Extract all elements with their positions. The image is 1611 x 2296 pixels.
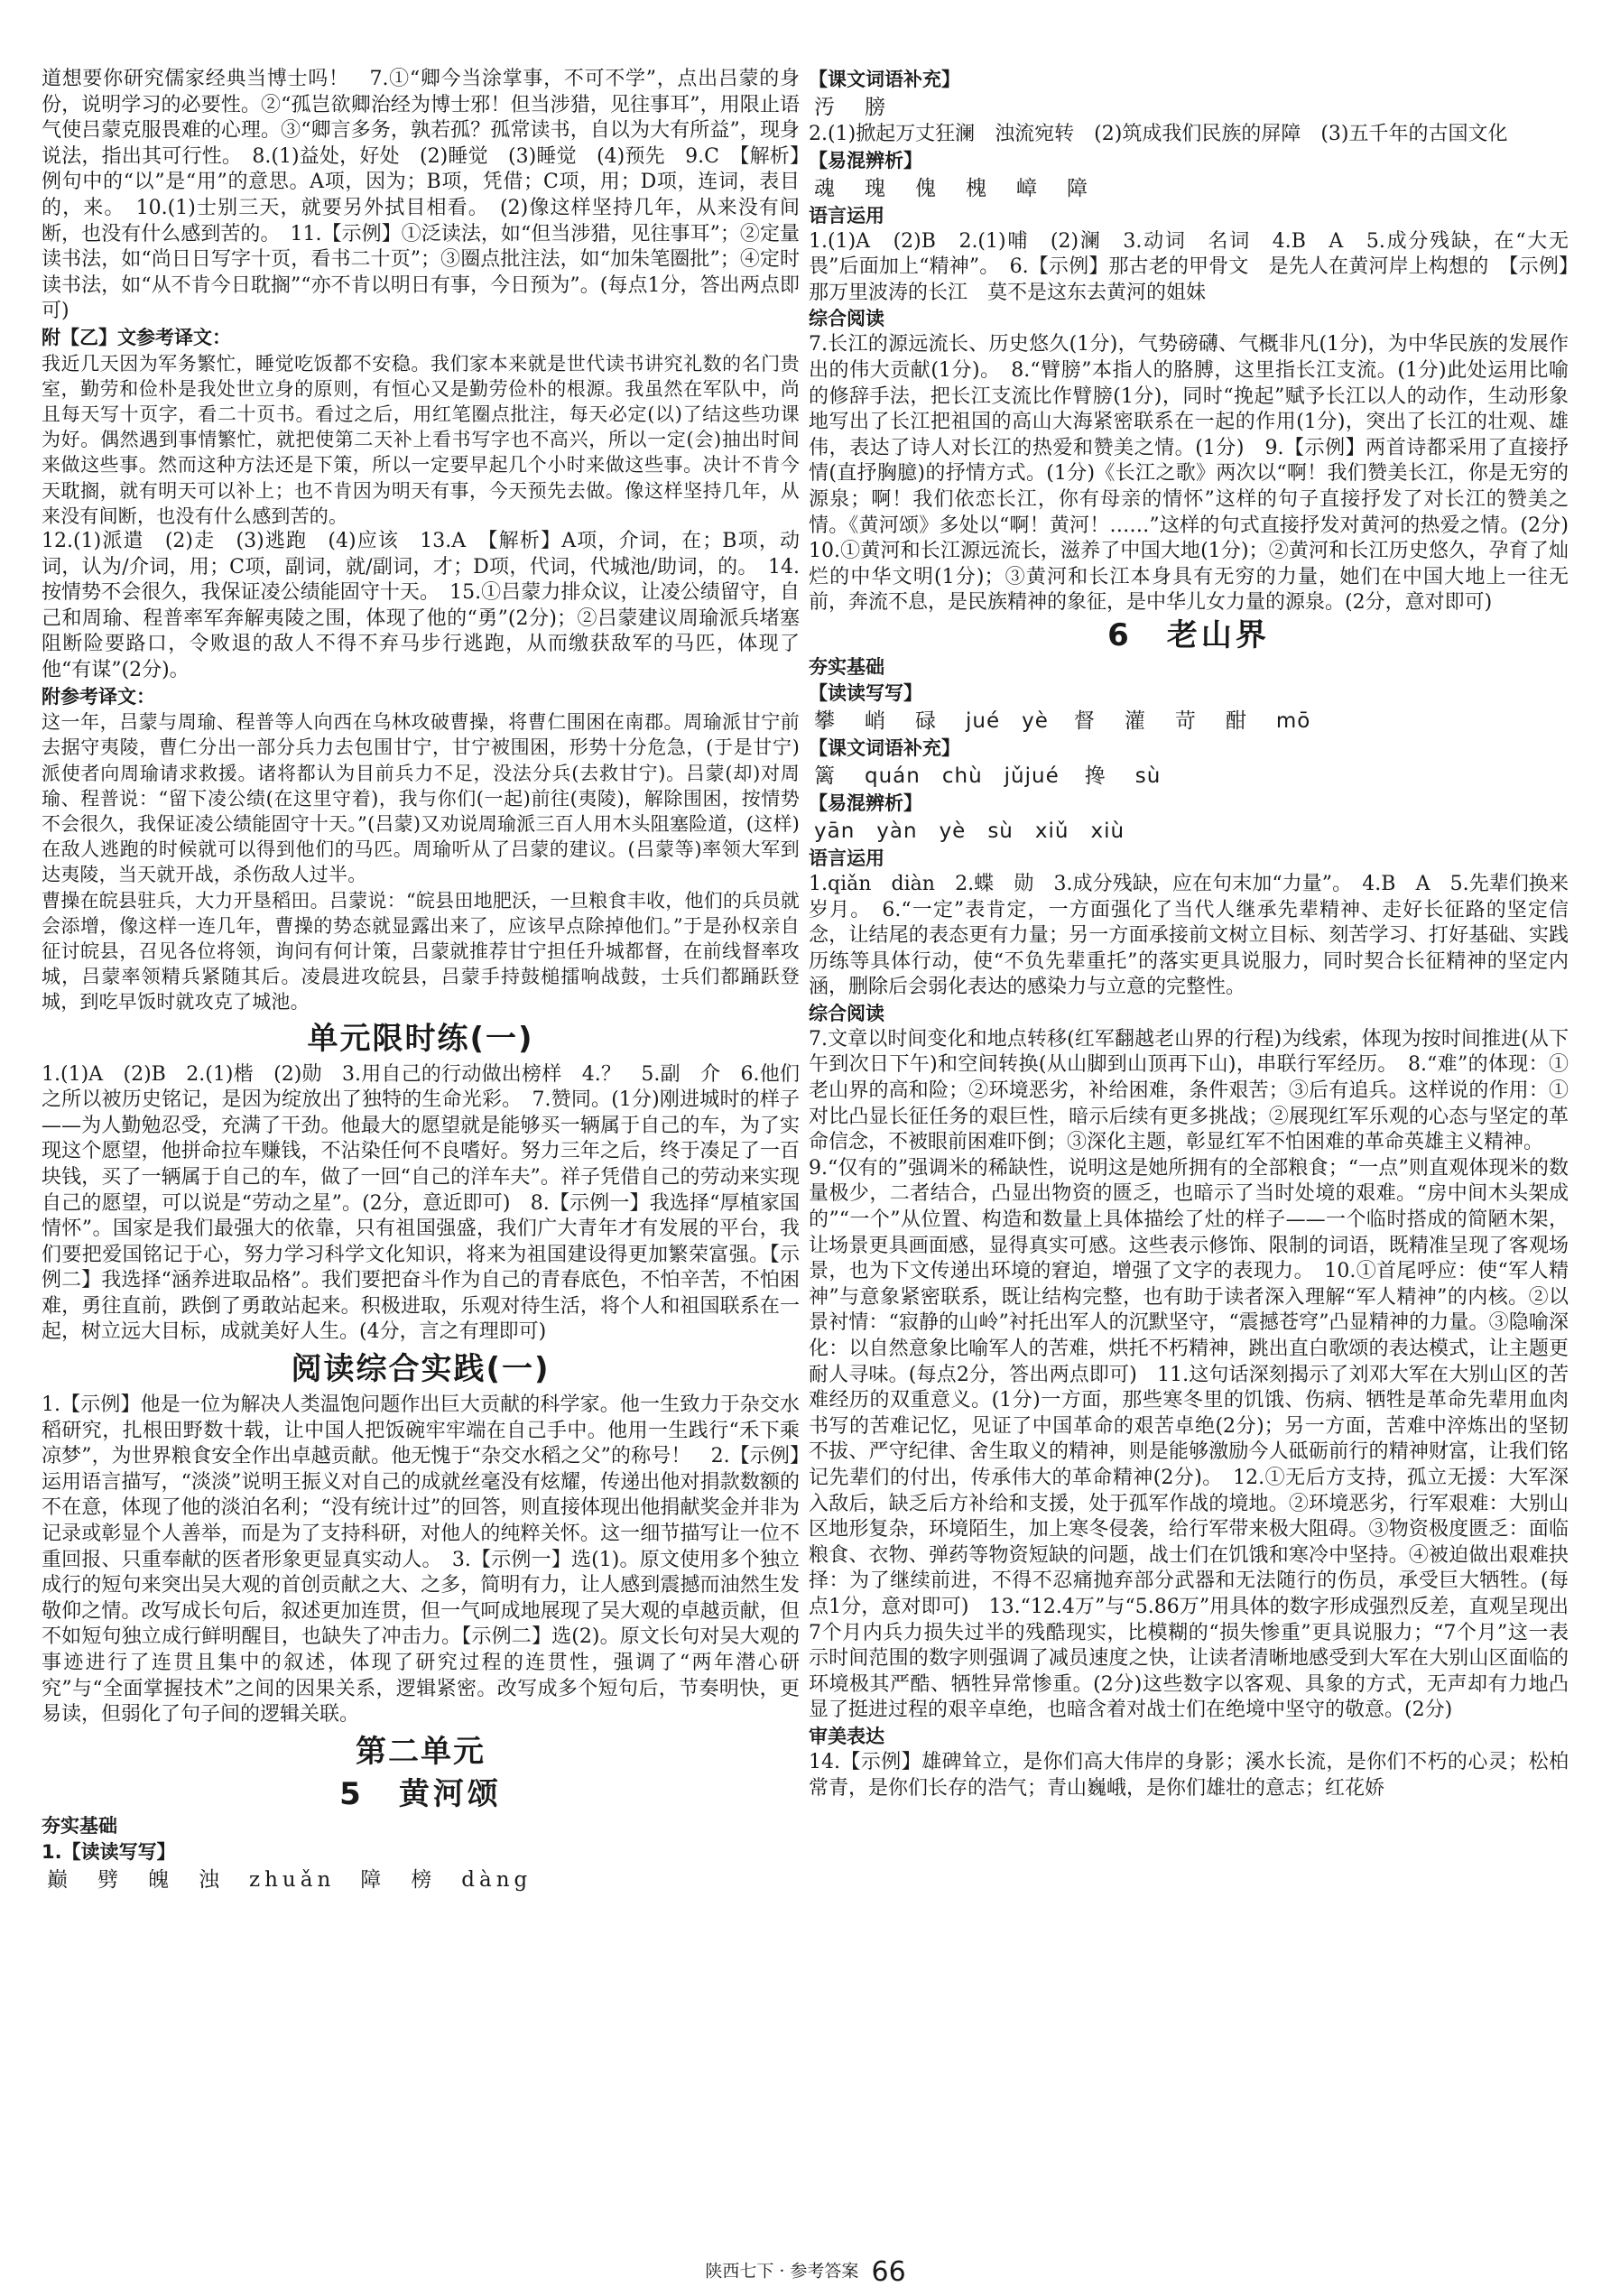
read-write-words: 巅 劈 魄 浊 zhuǎn 障 榜 dàng	[47, 1867, 532, 1892]
right-column	[809, 67, 1589, 1801]
confusable-pinyin-six: yān yàn yè sù xiǔ xiù	[814, 819, 1125, 843]
translation-text-b: 曹操在皖县驻兵，大力开垦稻田。吕蒙说：“皖县田地肥沃，一旦粮食丰收，他们的兵员就会添增，像这样一连几年，曹操的势态就显露出来了，应该早点除掉他们。”于是孙权亲自征讨皖县，召见各位将领，询问有何计策，吕蒙就推荐甘宁担任升城都督，在前线督率攻城，吕蒙率领精兵紧随其后。凌晨进攻皖县，吕蒙手持鼓槌擂响战鼓，士兵们都踊跃登城，到吃早饭时就攻克了城池。	[42, 889, 800, 1014]
unit-two-title: 第二单元	[356, 1733, 486, 1770]
vocab-supplement-tag-six: 【课文词语补充】	[809, 736, 960, 759]
page-footer	[0, 2256, 1611, 2288]
translation-text-a: 这一年，吕蒙与周瑜、程普等人向西在乌林攻破曹操，将曹仁围困在南郡。周瑜派甘宁前去据守夷陵，曹仁分出一部分兵力去包围甘宁，甘宁被围困，形势十分危急，(于是甘宁)派使者向周瑜请求救援。诸将都认为目前兵力不足，没法分兵(去救甘宁)。吕蒙(却)对周瑜、程普说：“留下凌公绩(在这里守着)，我与你们(一起)前往(夷陵)，解除围困，按情势不会很久，我保证凌公绩能固守十天。”(吕蒙)又劝说周瑜派三百人用木头阻塞险道，(这样)在敌人逃跑的时候就可以得到他们的马匹。周瑜听从了吕蒙的建议。(吕蒙等)率领大军到达夷陵，当天就开战，杀伤敌人过半。	[42, 711, 800, 886]
rw-pinyin-a: jué yè	[966, 708, 1049, 733]
translation-heading-yi: 附【乙】文参考译文：	[42, 326, 231, 348]
language-use-answers: 1.(1)A (2)B 2.(1)哺 (2)澜 3.动词 名词 4.B A 5.成分残缺，在“大无畏”后面加上“精神”。 6.【示例】那古老的甲骨文 是先人在黄河岸上构想的 【示例】那万里波涛的长江 莫不是这东去黄河的姐妹	[809, 229, 1569, 304]
page-number: 66	[871, 2256, 906, 2288]
rw-chars-a: 攀 峭 碌	[814, 708, 940, 733]
answer-block-12-15: 12.(1)派遣 (2)走 (3)逃跑 (4)应该 13.A 【解析】A项，介词，在；B项，动词，认为/介词，用；C项，副词，就/副词，才；D项，代词，代城池/助词，的。 14.按情势不会很久，我保证凌公绩能固守十天。 15.①吕蒙力排众议，让凌公绩留守，自己和周瑜、程普率军奔解夷陵之围，体现了他的“勇”(2分)；②吕蒙建议周瑜派兵堵塞阻断险要路口，令败退的敌人不得不弃马步行逃跑，从而缴获敌军的马匹，体现了他“有谋”(2分)。	[42, 529, 800, 681]
unit-test-answers: 1.(1)A (2)B 2.(1)楷 (2)勋 3.用自己的行动做出榜样 4.？ 5.副 介 6.他们之所以被历史铭记，是因为绽放出了独特的生命光彩。 7.赞同。(1分)刚进城时的样子——为人勤勉忍受，充满了干劲。他最大的愿望就是能够买一辆属于自己的车，为了实现这个愿望，他拼命拉车赚钱，不沾染任何不良嗜好。努力三年之后，终于凑足了一百块钱，买了一辆属于自己的车，做了一回“自己的洋车夫”。祥子凭借自己的劳动来实现自己的愿望，可以说是“劳动之星”。(2分，意近即可) 8.【示例一】我选择“厚植家国情怀”。国家是我们最强大的依靠，只有祖国强盛，我们广大青年才有发展的平台，我们要把爱国铭记于心，努力学习科学文化知识，将来为祖国建设得更加繁荣富强。【示例二】我选择“涵养进取品格”。我们要把奋斗作为自己的青春底色，不怕辛苦，不怕困难，勇往直前，跌倒了勇敢站起来。积极进取，乐观对待生活，将个人和祖国联系在一起，树立远大目标，成就美好人生。(4分，言之有理即可)	[42, 1062, 800, 1344]
vocab-supplement-tag: 【课文词语补充】	[809, 69, 960, 90]
vocab-supplement-words: 汚 膀	[814, 96, 890, 119]
rw-chars-b: 督 灌 苛 酣	[1073, 708, 1251, 733]
vocab-answer: 2.(1)掀起万丈狂澜 浊流宛转 (2)筑成我们民族的屏障 (3)五千年的古国文化	[809, 123, 1508, 145]
vocab2-char-a: 篱	[814, 764, 839, 788]
section-language-use: 语言运用	[809, 204, 884, 227]
reading-practice-title: 阅读综合实践(一)	[291, 1351, 551, 1388]
lesson-six-title: 6 老山界	[1107, 616, 1270, 653]
confusable-words: 魂 瑰 傀 槐 嶂 障	[814, 176, 1092, 200]
comprehensive-reading-answers-six-b: 9.“仅有的”强调米的稀缺性，说明这是她所拥有的全部粮食；“一点”则直观体现米的数量极少，二者结合，凸显出物资的匮乏，也暗示了当时处境的艰难。“房中间木头架成的”“一个”从位置、构造和数量上具体描绘了灶的样子——一个临时搭成的简陋木架，让场景更具画面感，显得真实可感。这些表示修饰、限制的词语，既精准呈现了客观场景，也为下文传递出环境的窘迫，增强了文字的表现力。 10.①首尾呼应：使“军人精神”与意象紧密联系，既让结构完整，也有助于读者深入理解“军人精神”的内核。②以景衬情：“寂静的山岭”衬托出军人的沉默坚守，“震撼苍穹”凸显精神的力量。③隐喻深化：以自然意象比喻军人的苦难，烘托不朽精神，跳出直白歌颂的表达模式，让主题更耐人寻味。(每点2分，答出两点即可) 11.这句话深刻揭示了刘邓大军在大别山区的苦难经历的双重意义。(1分)一方面，那些寒冬里的饥饿、伤病、牺牲是革命先辈用血肉书写的苦难记忆，见证了中国革命的艰苦卓绝(2分)；另一方面，苦难中淬炼出的坚韧不拔、严守纪律、舍生取义的精神，则是能够激励今人砥砺前行的精神财富，让我们铭记先辈们的付出，传承伟大的革命精神(2分)。 12.①无后方支持，孤立无援：大军深入敌后，缺乏后方补给和支援，处于孤军作战的境地。②环境恶劣，行军艰难：大别山区地形复杂，环境陌生，加上寒冬侵袭，给行军带来极大阻碍。③物资极度匮乏：面临粮食、衣物、弹药等物资短缺的问题，战士们在饥饿和寒冷中坚持。④被迫做出艰难抉择：为了继续前进，不得不忍痛抛弃部分武器和无法随行的伤员，承受巨大牺牲。(每点1分，意对即可) 13.“12.4万”与“5.86万”用具体的数字形成强烈反差，直观呈现出7个月内兵力损失过半的残酷现实，比模糊的“损失惨重”更具说服力；“7个月”这一表示时间范围的数字则强调了减员速度之快，让读者清晰地感受到大军在大别山区面临的环境极其严酷、牺牲异常惨重。(2分)这些数字以客观、具象的方式，无声却有力地凸显了挺进过程的艰辛卓绝，也暗含着对战士们在绝境中坚守的敬意。(2分)	[809, 1156, 1569, 1722]
read-write-tag: 1.【读读写写】	[42, 1840, 176, 1863]
section-aesthetic-expression: 审美表达	[809, 1725, 884, 1747]
reading-practice-answers: 1.【示例】他是一位为解决人类温饱问题作出巨大贡献的科学家。他一生致力于杂交水稻研究，扎根田野数十载，让中国人把饭碗牢牢端在自己手中。他用一生践行“禾下乘凉梦”，为世界粮食安全作出卓越贡献。他无愧于“杂交水稻之父”的称号！ 2.【示例】运用语言描写，“淡淡”说明王振义对自己的成就丝毫没有炫耀，传递出他对捐款数额的不在意，体现了他的淡泊名利；“没有统计过”的回答，则直接体现出他捐献奖金并非为记录或彰显个人善举，而是为了支持科研，对他人的纯粹关怀。这一细节描写让一位不重回报、只重奉献的医者形象更显真实动人。 3.【示例一】选(1)。原文使用多个独立成行的短句来突出吴大观的首创贡献之大、之多，简明有力，让人感到震撼而油然生发敬仰之情。改写成长句后，叙述更加连贯，但一气呵成地展现了吴大观的卓越贡献，但不如短句独立成行鲜明醒目，也缺失了冲击力。【示例二】选(2)。原文长句对吴大观的事迹进行了连贯且集中的叙述，体现了研究过程的连贯性，强调了“两年潜心研究”与“全面掌握技术”之间的因果关系，逻辑紧密。改写成多个短句后，节奏明快，更易读，但弱化了句子间的逻辑关联。	[42, 1393, 800, 1727]
section-language-use-six: 语言运用	[809, 847, 884, 869]
answer-block-lesson4: 道想要你研究儒家经典当博士吗！ 7.①“卿今当涂掌事，不可不学”，点出吕蒙的身份，说明学习的必要性。②“孤岂欲卿治经为博士邪！但当涉猎，见往事耳”，用限止语气使吕蒙克服畏难的心理。③“卿言多务，孰若孤？孤常读书，自以为大有所益”，现身说法，指出其可行性。 8.(1)益处，好处 (2)睡觉 (3)睡觉 (4)预先 9.C 【解析】例句中的“以”是“用”的意思。A项，因为；B项，凭借；C项，用；D项，连词，表目的，来。 10.(1)士别三天，就要另外拭目相看。 (2)像这样坚持几年，从来没有间断，也没有什么感到苦的。 11.【示例】①泛读法，如“但当涉猎，见往事耳”；②定量读书法，如“尚日日写字十页，看书二十页”；③圈点批注法，如“加朱笔圈批”；④定时读书法，如“从不肯今日耽搁”“亦不肯以明日有事，今日预为”。(每点1分，答出两点即可)	[42, 68, 800, 323]
comprehensive-reading-answers: 7.长江的源远流长、历史悠久(1分)，气势磅礴、气概非凡(1分)，为中华民族的发展作出的伟大贡献(1分)。 8.“臂膀”本指人的胳膊，这里指长江支流。(1分)此处运用比喻的修辞手法，把长江支流比作臂膀(1分)，同时“挽起”赋予长江以人的动作，生动形象地写出了长江把祖国的高山大海紧密联系在一起的作用(1分)，突出了长江的壮观、雄伟，表达了诗人对长江的热爱和赞美之情。(1分) 9.【示例】两首诗都采用了直接抒情(直抒胸臆)的抒情方式。(1分)《长江之歌》两次以“啊！我们赞美长江，你是无穷的源泉；啊！我们依恋长江，你有母亲的情怀”这样的句子直接抒发了对长江的赞美之情。《黄河颂》多处以“啊！黄河！……”这样的句式直接抒发对黄河的热爱之情。(2分) 10.①黄河和长江源远流长，滋养了中国大地(1分)；②黄河和长江历史悠久，孕育了灿烂的中华文明(1分)；③黄河和长江本身具有无穷的力量，她们在中国大地上一往无前，奔流不息，是民族精神的象征，是中华儿女力量的源泉。(2分，意对即可)	[809, 333, 1589, 615]
section-foundation: 夯实基础	[42, 1814, 117, 1837]
unit-test-title: 单元限时练(一)	[307, 1020, 534, 1057]
language-use-answers-six: 1.qiǎn diàn 2.蝶 勋 3.成分残缺，应在句末加“力量”。 4.B A 5.先辈们换来岁月。 6.“一定”表肯定，一方面强化了当代人继承先辈精神、走好长征路的坚定信念，让结尾的表态更有力量；另一方面承接前文树立目标、刻苦学习、打好基础、实践历练等具体行动，使“不负先辈重托”的落实更具说服力，同时契合长征精神的坚定内涵，删除后会弱化表达的感染力与立意的完整性。	[809, 872, 1569, 999]
left-column	[42, 67, 800, 1894]
vocab2-pinyin-b: sù	[1134, 764, 1162, 788]
confusable-tag: 【易混辨析】	[809, 149, 922, 171]
section-foundation-six: 夯实基础	[809, 655, 884, 678]
read-write-words-six	[814, 707, 1569, 736]
read-write-tag-six: 【读读写写】	[809, 681, 922, 704]
translation-heading: 附参考译文：	[42, 685, 155, 708]
section-comprehensive-reading: 综合阅读	[809, 308, 884, 330]
confusable-tag-six: 【易混辨析】	[809, 792, 922, 814]
vocab2-pinyin-a: quán chù jǔjué	[865, 764, 1060, 788]
comprehensive-reading-answers-six-a: 7.文章以时间变化和地点转移(红军翻越老山界的行程)为线索，体现为按时间推进(从下午到次日下午)和空间转换(从山脚到山顶再下山)，串联行军经历。 8.“难”的体现：①老山界的高和险；②环境恶劣，补给困难，条件艰苦；③后有追兵。这样说的作用：①对比凸显长征任务的艰巨性，暗示后续有更多挑战；②展现红军乐观的心态与坚定的革命信念，不被眼前困难吓倒；③深化主题，彰显红军不怕困难的革命英雄主义精神。	[809, 1027, 1569, 1154]
section-comprehensive-reading-six: 综合阅读	[809, 1002, 884, 1024]
vocab2-char-b: 搀	[1084, 764, 1110, 788]
vocab-supplement-words-six	[814, 762, 1569, 791]
footer-label: 陕西七下 · 参考答案	[705, 2261, 859, 2282]
aesthetic-expression-answer: 14.【示例】雄碑耸立，是你们高大伟岸的身影；溪水长流，是你们不朽的心灵；松柏常青，是你们长存的浩气；青山巍峨，是你们雄壮的意志；红花娇	[809, 1750, 1569, 1800]
translation-text-yi: 我近几天因为军务繁忙，睡觉吃饭都不安稳。我们家本来就是世代读书讲究礼数的名门贵室，勤劳和俭朴是我处世立身的原则，有恒心又是勤劳俭朴的根源。我虽然在军队中，尚且每天写十页字，看二十页书。看过之后，用红笔圈点批注，每天必定(以)了结这些功课为好。偶然遇到事情繁忙，就把使第二天补上看书写字也不高兴，所以一定(会)抽出时间来做这些事。然而这种方法还是下策，所以一定要早起几个小时来做这些事。决计不肯今天耽搁，就有明天可以补上；也不肯因为明天有事，今天预先去做。像这样坚持几年，从来没有间断，也没有什么感到苦的。	[42, 352, 800, 527]
rw-pinyin-b: mō	[1275, 708, 1311, 733]
lesson-five-title: 5 黄河颂	[339, 1775, 502, 1812]
